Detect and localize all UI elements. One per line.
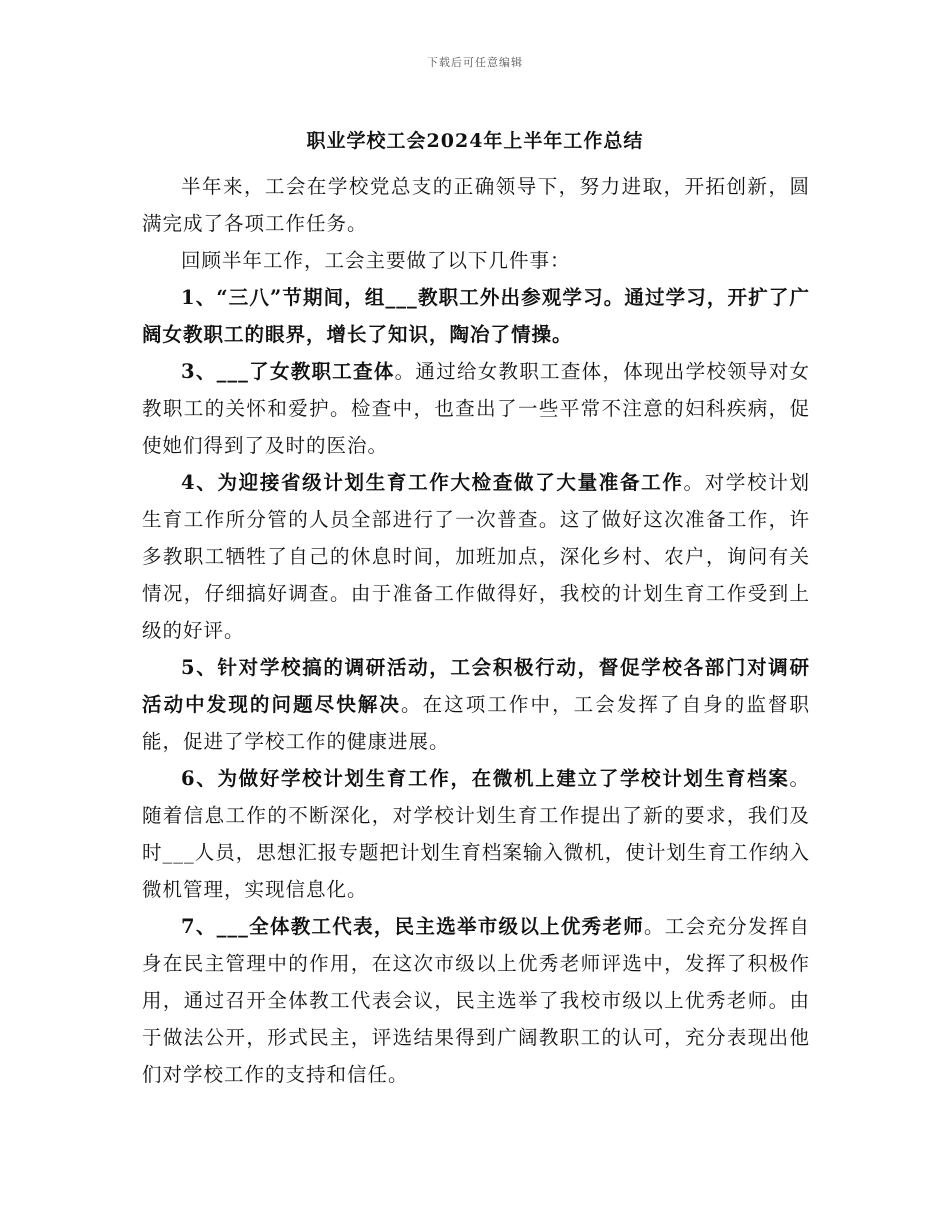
paragraph-text: 。随着信息工作的不断深化，对学校计划生育工作提出了新的要求，我们及时___人员，思想汇报专题把计划生育档案输入微机，使计划生育工作纳入微机管理，实现信息化。 bbox=[142, 767, 810, 901]
paragraph-bold-text: 1、“三八”节期间，组___教职工外出参观学习。通过学习，开扩了广阔女教职工的眼界，增长了知识，陶冶了情操。 bbox=[142, 286, 810, 346]
paragraph-bold-text: 5、针对学校搞的调研活动，工会积极行动，督促学校各部门对调研活动中发现的问题尽快解决 bbox=[142, 656, 810, 716]
paragraph-review bbox=[142, 242, 810, 279]
paragraph-item-6 bbox=[142, 760, 810, 908]
paragraph-bold-text: 4、为迎接省级计划生育工作大检查做了大量准备工作 bbox=[181, 471, 684, 494]
header-note: 下载后可任意编辑 bbox=[427, 56, 523, 69]
document-body bbox=[142, 168, 810, 1093]
paragraph-text: 半年来，工会在学校党总支的正确领导下，努力进取，开拓创新，圆满完成了各项工作任务。 bbox=[142, 175, 810, 235]
document-title: 职业学校工会2024年上半年工作总结 bbox=[306, 130, 644, 152]
paragraph-bold-text: 3、___了女教职工查体 bbox=[181, 360, 395, 383]
paragraph-item-4 bbox=[142, 464, 810, 649]
paragraph-item-3 bbox=[142, 353, 810, 464]
paragraph-intro bbox=[142, 168, 810, 242]
paragraph-text: 。通过给女教职工查体，体现出学校领导对女教职工的关怀和爱护。检查中，也查出了一些平常不注意的妇科疾病，促使她们得到了及时的医治。 bbox=[142, 360, 810, 457]
paragraph-text: 。对学校计划生育工作所分管的人员全部进行了一次普查。这了做好这次准备工作，许多教职工牺牲了自己的休息时间，加班加点，深化乡村、农户，询问有关情况，仔细搞好调查。由于准备工作做得好，我校的计划生育工作受到上级的好评。 bbox=[142, 471, 810, 642]
paragraph-item-7 bbox=[142, 908, 810, 1093]
paragraph-item-5 bbox=[142, 649, 810, 760]
paragraph-item-1 bbox=[142, 279, 810, 353]
paragraph-text: 回顾半年工作，工会主要做了以下几件事： bbox=[181, 249, 571, 272]
paragraph-text: 。工会充分发挥自身在民主管理中的作用，在这次市级以上优秀老师评选中，发挥了积极作用，通过召开全体教工代表会议，民主选举了我校市级以上优秀老师。由于做法公开，形式民主，评选结果得到广阔教职工的认可，充分表现出他们对学校工作的支持和信任。 bbox=[142, 915, 810, 1086]
paragraph-text: 。在这项工作中，工会发挥了自身的监督职能，促进了学校工作的健康进展。 bbox=[142, 693, 810, 753]
paragraph-bold-text: 6、为做好学校计划生育工作，在微机上建立了学校计划生育档案 bbox=[181, 767, 790, 790]
paragraph-bold-text: 7、___全体教工代表，民主选举市级以上优秀老师 bbox=[181, 915, 645, 938]
